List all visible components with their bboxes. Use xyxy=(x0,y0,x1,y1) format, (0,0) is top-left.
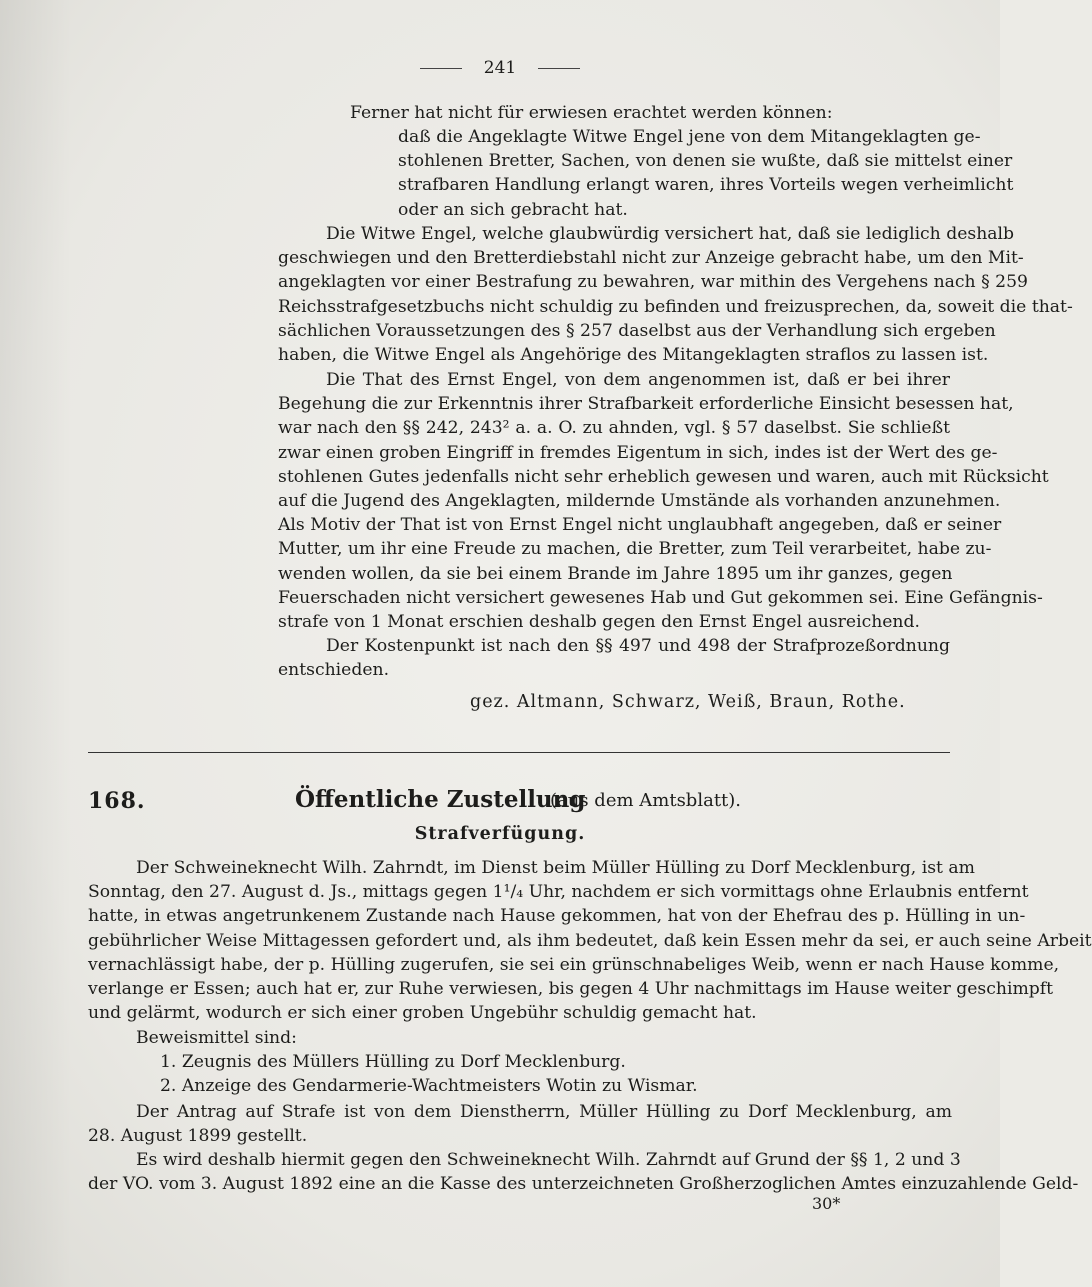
quote-line: oder an sich gebracht hat. xyxy=(398,199,628,220)
text-line: Feuerschaden nicht versichert gewesenes Hab und Gut gekommen sei. Eine Gefängnis- xyxy=(278,587,1043,608)
intro-line: Ferner hat nicht für erwiesen erachtet werden können: xyxy=(350,103,833,123)
text-line: stohlenen Gutes jedenfalls nicht sehr erheblich gewesen und waren, auch mit Rücksicht xyxy=(278,466,1049,487)
quote-line: stohlenen Bretter, Sachen, von denen sie wußte, daß sie mittelst einer xyxy=(398,151,1013,172)
evidence-block xyxy=(136,1026,952,1099)
text-line: 28. August 1899 gestellt. xyxy=(88,1126,308,1147)
text-line: wenden wollen, da sie bei einem Brande im Jahre 1895 um ihr ganzes, gegen xyxy=(278,563,953,584)
evidence-intro: Beweismittel sind: xyxy=(136,1028,297,1048)
signature-mark: 30* xyxy=(812,1194,841,1213)
paragraph-schweineknecht xyxy=(88,856,1092,1025)
intro-line-block xyxy=(350,101,950,125)
paragraph-that xyxy=(278,368,1049,634)
text-line: geschwiegen und den Bretterdiebstahl nicht zur Anzeige gebracht habe, um den Mit- xyxy=(278,248,1024,269)
section-number: 168. xyxy=(88,788,146,814)
section-heading: Strafverfügung. xyxy=(414,824,586,844)
text-line: Die Witwe Engel, welche glaubwürdig versichert hat, daß sie lediglich deshalb xyxy=(326,224,1015,244)
quote-line: daß die Angeklagte Witwe Engel jene von dem Mitangeklagten ge- xyxy=(398,127,981,147)
signature-line: gez. Altmann, Schwarz, Weiß, Braun, Rothe. xyxy=(470,692,906,712)
evidence-item: 1. Zeugnis des Müllers Hülling zu Dorf Mecklenburg. xyxy=(160,1052,626,1073)
page-number-dash-right xyxy=(538,68,580,69)
section-subtitle: (aus dem Amtsblatt). xyxy=(550,790,742,811)
text-line: strafe von 1 Monat erschien deshalb gegen den Ernst Engel ausreichend. xyxy=(278,612,920,633)
text-line: Der Antrag auf Strafe ist von dem Dienstherrn, Müller Hülling zu Dorf Mecklenburg, am xyxy=(136,1102,952,1122)
text-line: Sonntag, den 27. August d. Js., mittags gegen 1¹/₄ Uhr, nachdem er sich vormittags ohne Erlaubnis entfernt xyxy=(88,882,1029,903)
text-line: hatte, in etwas angetrunkenem Zustande nach Hause gekommen, hat von der Ehefrau des p. Hülling in un- xyxy=(88,906,1026,927)
text-line: Es wird deshalb hiermit gegen den Schweineknecht Wilh. Zahrndt auf Grund der §§ 1, 2 und 3 xyxy=(136,1150,961,1170)
text-line: auf die Jugend des Angeklagten, mildernde Umstände als vorhanden anzunehmen. xyxy=(278,491,1001,512)
page-number: 241 xyxy=(483,58,517,78)
section-title: Öffentliche Zustellung xyxy=(295,786,586,813)
text-line: haben, die Witwe Engel als Angehörige des Mitangeklagten straflos zu lassen ist. xyxy=(278,345,989,366)
page-number-row xyxy=(0,58,1000,78)
text-line: Der Schweineknecht Wilh. Zahrndt, im Dienst beim Müller Hülling zu Dorf Mecklenburg, ist am xyxy=(136,858,975,878)
text-line: vernachlässigt habe, der p. Hülling zugerufen, sie sei ein grünschnabeliges Weib, wenn er nach Hause komme, xyxy=(88,954,1060,975)
text-line: war nach den §§ 242, 243² a. a. O. zu ahnden, vgl. § 57 daselbst. Sie schließt xyxy=(278,418,950,439)
text-line: verlange er Essen; auch hat er, zur Ruhe verwiesen, bis gegen 4 Uhr nachmittags im Hause weiter geschimpft xyxy=(88,979,1054,1000)
text-line: Begehung die zur Erkenntnis ihrer Strafbarkeit erforderliche Einsicht besessen hat, xyxy=(278,394,1014,415)
text-line: Als Motiv der That ist von Ernst Engel nicht unglaubhaft angegeben, daß er seiner xyxy=(278,515,1002,536)
text-line: Der Kostenpunkt ist nach den §§ 497 und 498 der Strafprozeßordnung xyxy=(326,636,950,656)
page-number-dash-left xyxy=(420,68,462,69)
text-line: entschieden. xyxy=(278,660,390,681)
paragraph-antrag xyxy=(88,1100,952,1148)
text-line: Die That des Ernst Engel, von dem angenommen ist, daß er bei ihrer xyxy=(326,370,950,390)
text-line: Reichsstrafgesetzbuchs nicht schuldig zu befinden und freizusprechen, da, soweit die that- xyxy=(278,296,1073,317)
text-line: und gelärmt, wodurch er sich einer groben Ungebühr schuldig gemacht hat. xyxy=(88,1003,757,1024)
text-line: Mutter, um ihr eine Freude zu machen, die Bretter, zum Teil verarbeitet, habe zu- xyxy=(278,539,992,560)
text-line: angeklagten vor einer Bestrafung zu bewahren, war mithin des Vergehens nach § 259 xyxy=(278,272,1028,293)
evidence-item: 2. Anzeige des Gendarmerie-Wachtmeisters Wotin zu Wismar. xyxy=(160,1076,698,1097)
section-divider xyxy=(88,752,950,753)
paragraph-kosten xyxy=(278,634,950,682)
page-edge-shadow xyxy=(0,0,72,1287)
text-line: zwar einen groben Eingriff in fremdes Eigentum in sich, indes ist der Wert des ge- xyxy=(278,442,998,463)
text-line: sächlichen Voraussetzungen des § 257 daselbst aus der Verhandlung sich ergeben xyxy=(278,320,996,341)
text-line: gebührlicher Weise Mittagessen gefordert und, als ihm bedeutet, daß kein Essen mehr da sei, er auch seine Arbeit xyxy=(88,930,1092,951)
text-line: der VO. vom 3. August 1892 eine an die Kasse des unterzeichneten Großherzoglichen Amtes einzuzahlende Geld- xyxy=(88,1174,1079,1195)
quote-line: strafbaren Handlung erlangt waren, ihres Vorteils wegen verheimlicht xyxy=(398,175,1014,196)
paragraph-verfuegung xyxy=(88,1148,1079,1196)
quote-block xyxy=(398,125,1014,222)
paragraph-witwe xyxy=(278,222,1073,367)
